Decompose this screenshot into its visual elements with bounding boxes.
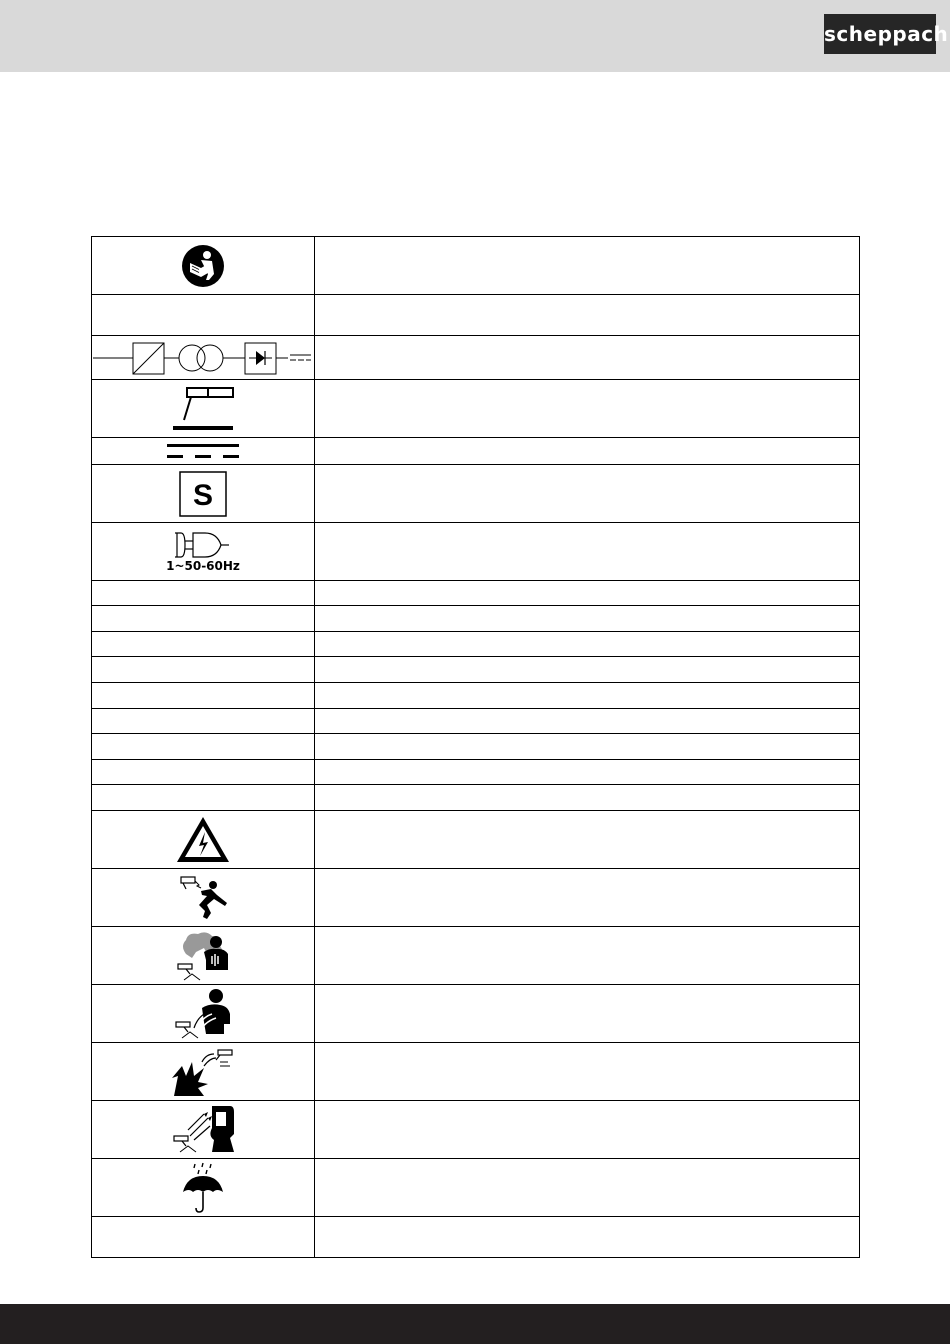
symbol-cell (92, 237, 315, 295)
symbol-cell (92, 985, 315, 1043)
table-row (92, 465, 860, 523)
symbol-cell (92, 785, 315, 811)
umbrella-rain-icon (181, 1162, 225, 1214)
table-row (92, 336, 860, 380)
table-row (92, 734, 860, 760)
arc-radiation-icon (168, 988, 238, 1040)
table-row (92, 1159, 860, 1217)
mma-welding-icon (171, 384, 235, 434)
description-cell (315, 760, 860, 785)
description-cell (315, 336, 860, 380)
symbol-cell (92, 632, 315, 657)
symbol-cell (92, 581, 315, 606)
description-cell (315, 709, 860, 734)
description-cell (315, 1043, 860, 1101)
description-cell (315, 1217, 860, 1258)
symbol-cell (92, 734, 315, 760)
explosion-hazard-icon (168, 1046, 238, 1098)
symbol-cell (92, 811, 315, 869)
electric-shock-icon (173, 873, 233, 923)
symbol-cell (92, 927, 315, 985)
symbol-cell (92, 1043, 315, 1101)
header-bar (0, 0, 950, 72)
face-shield-icon (168, 1104, 238, 1156)
inverter-circuit-icon (93, 340, 313, 376)
description-cell (315, 523, 860, 581)
description-cell (315, 1159, 860, 1217)
read-manual-icon (181, 244, 225, 288)
table-row (92, 438, 860, 465)
table-row (92, 295, 860, 336)
description-cell (315, 1101, 860, 1159)
symbol-cell (92, 523, 315, 581)
symbols-table (91, 236, 860, 1258)
table-row (92, 1217, 860, 1258)
description-cell (315, 734, 860, 760)
symbol-cell (92, 709, 315, 734)
symbol-cell (92, 438, 315, 465)
symbol-cell (92, 336, 315, 380)
description-cell (315, 581, 860, 606)
table-row (92, 1043, 860, 1101)
table-row (92, 632, 860, 657)
symbol-cell (92, 657, 315, 683)
supply-frequency-label: 1~50-60Hz (166, 558, 240, 573)
description-cell (315, 683, 860, 709)
symbol-cell (92, 465, 315, 523)
s-mark-label: S (192, 478, 214, 512)
table-row (92, 237, 860, 295)
table-row (92, 657, 860, 683)
table-row (92, 1101, 860, 1159)
table-row (92, 785, 860, 811)
symbol-cell (92, 683, 315, 709)
description-cell (315, 237, 860, 295)
symbol-cell (92, 760, 315, 785)
symbol-cell (92, 1159, 315, 1217)
description-cell (315, 785, 860, 811)
description-cell (315, 380, 860, 438)
description-cell (315, 985, 860, 1043)
table-row (92, 523, 860, 581)
description-cell (315, 657, 860, 683)
symbol-cell (92, 380, 315, 438)
description-cell (315, 438, 860, 465)
table-row (92, 606, 860, 632)
table-row (92, 709, 860, 734)
brand-logo: scheppach (824, 14, 936, 54)
table-row (92, 581, 860, 606)
symbol-cell (92, 1101, 315, 1159)
direct-current-icon (167, 442, 239, 460)
footer-bar (0, 1304, 950, 1344)
table-row (92, 811, 860, 869)
description-cell (315, 927, 860, 985)
symbol-cell (92, 869, 315, 927)
description-cell (315, 606, 860, 632)
table-row (92, 760, 860, 785)
table-row (92, 380, 860, 438)
table-row (92, 927, 860, 985)
symbol-cell (92, 295, 315, 336)
welding-fumes-icon (168, 930, 238, 982)
high-voltage-warning-icon (175, 815, 231, 865)
description-cell (315, 632, 860, 657)
mains-plug-icon (163, 531, 243, 559)
description-cell (315, 869, 860, 927)
description-cell (315, 811, 860, 869)
symbol-cell (92, 1217, 315, 1258)
table-row (92, 683, 860, 709)
description-cell (315, 295, 860, 336)
s-mark-icon (179, 471, 227, 517)
description-cell (315, 465, 860, 523)
table-row (92, 869, 860, 927)
symbol-cell (92, 606, 315, 632)
table-row (92, 985, 860, 1043)
